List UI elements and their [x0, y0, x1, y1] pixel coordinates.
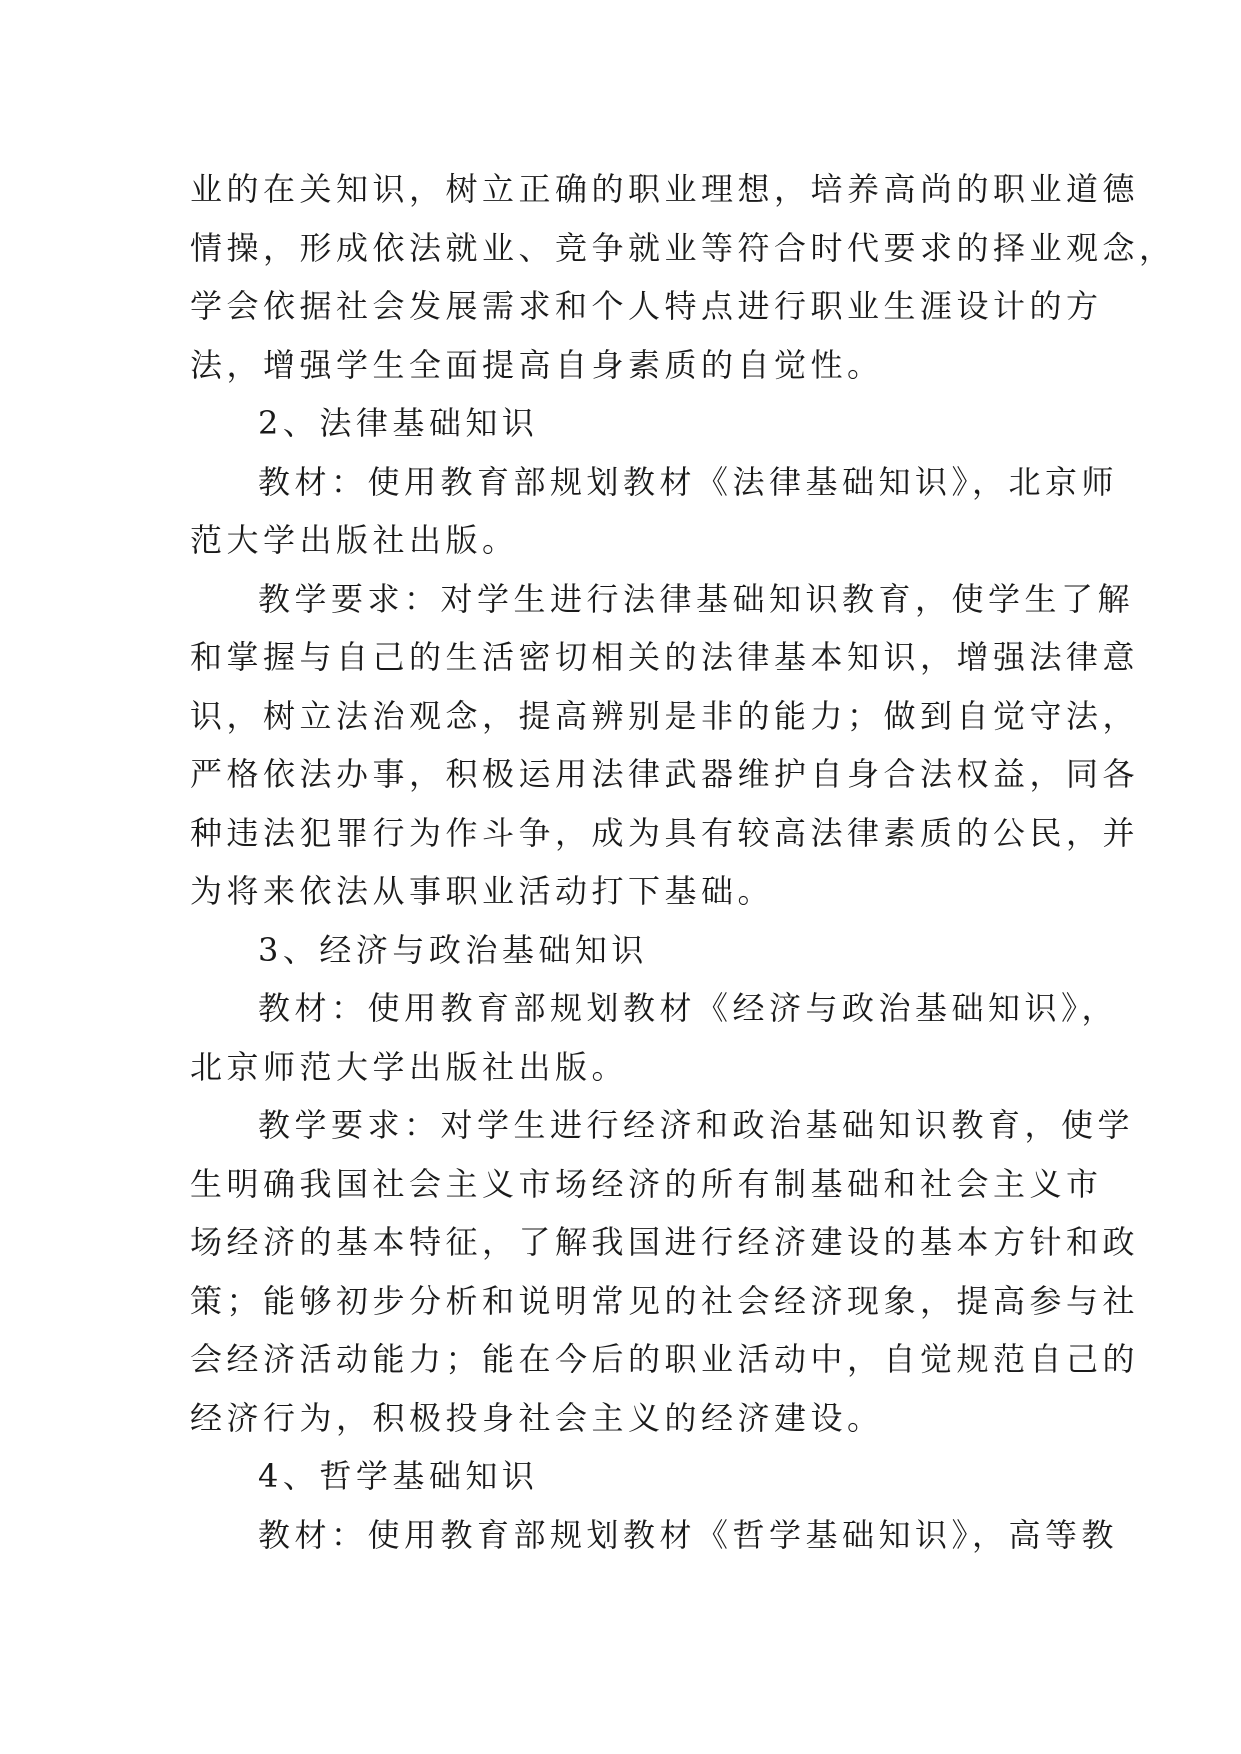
text-line: 教学要求：对学生进行法律基础知识教育，使学生了解 [258, 579, 1135, 618]
text-line: 范大学出版社出版。 [190, 521, 519, 559]
text-line: 教学要求：对学生进行经济和政治基础知识教育，使学 [258, 1106, 1135, 1144]
text-line: 法，增强学生全面提高自身素质的自觉性。 [190, 345, 884, 384]
text-line: 经济行为，积极投身社会主义的经济建设。 [190, 1398, 884, 1437]
section-heading: 3、经济与政治基础知识 [258, 930, 648, 969]
text-line: 业的在关知识，树立正确的职业理想，培养高尚的职业道德 [190, 170, 1140, 208]
text-line: 严格依法办事，积极运用法律武器维护自身合法权益，同各 [190, 755, 1140, 793]
text-line: 教材：使用教育部规划教材《经济与政治基础知识》， [258, 989, 1119, 1027]
text-line: 教材：使用教育部规划教材《法律基础知识》，北京师 [258, 462, 1119, 501]
text-line: 为将来依法从事职业活动打下基础。 [190, 872, 775, 910]
text-line: 教材：使用教育部规划教材《哲学基础知识》，高等教 [258, 1515, 1119, 1554]
text-line: 学会依据社会发展需求和个人特点进行职业生涯设计的方 [190, 287, 1103, 325]
text-line: 生明确我国社会主义市场经济的所有制基础和社会主义市 [190, 1164, 1103, 1203]
document-body [190, 160, 1176, 1564]
text-line: 和掌握与自己的生活密切相关的法律基本知识，增强法律意 [190, 638, 1140, 676]
text-line: 情操，形成依法就业、竞争就业等符合时代要求的择业观念， [190, 228, 1176, 267]
text-line: 场经济的基本特征，了解我国进行经济建设的基本方针和政 [190, 1223, 1140, 1261]
text-line: 策；能够初步分析和说明常见的社会经济现象，提高参与社 [190, 1281, 1140, 1320]
text-line: 种违法犯罪行为作斗争，成为具有较高法律素质的公民，并 [190, 813, 1140, 852]
section-heading: 2、法律基础知识 [258, 404, 539, 442]
section-heading: 4、哲学基础知识 [258, 1457, 539, 1495]
text-line: 会经济活动能力；能在今后的职业活动中，自觉规范自己的 [190, 1340, 1140, 1378]
text-line: 北京师范大学出版社出版。 [190, 1047, 629, 1086]
text-line: 识，树立法治观念，提高辨别是非的能力；做到自觉守法， [190, 696, 1140, 735]
